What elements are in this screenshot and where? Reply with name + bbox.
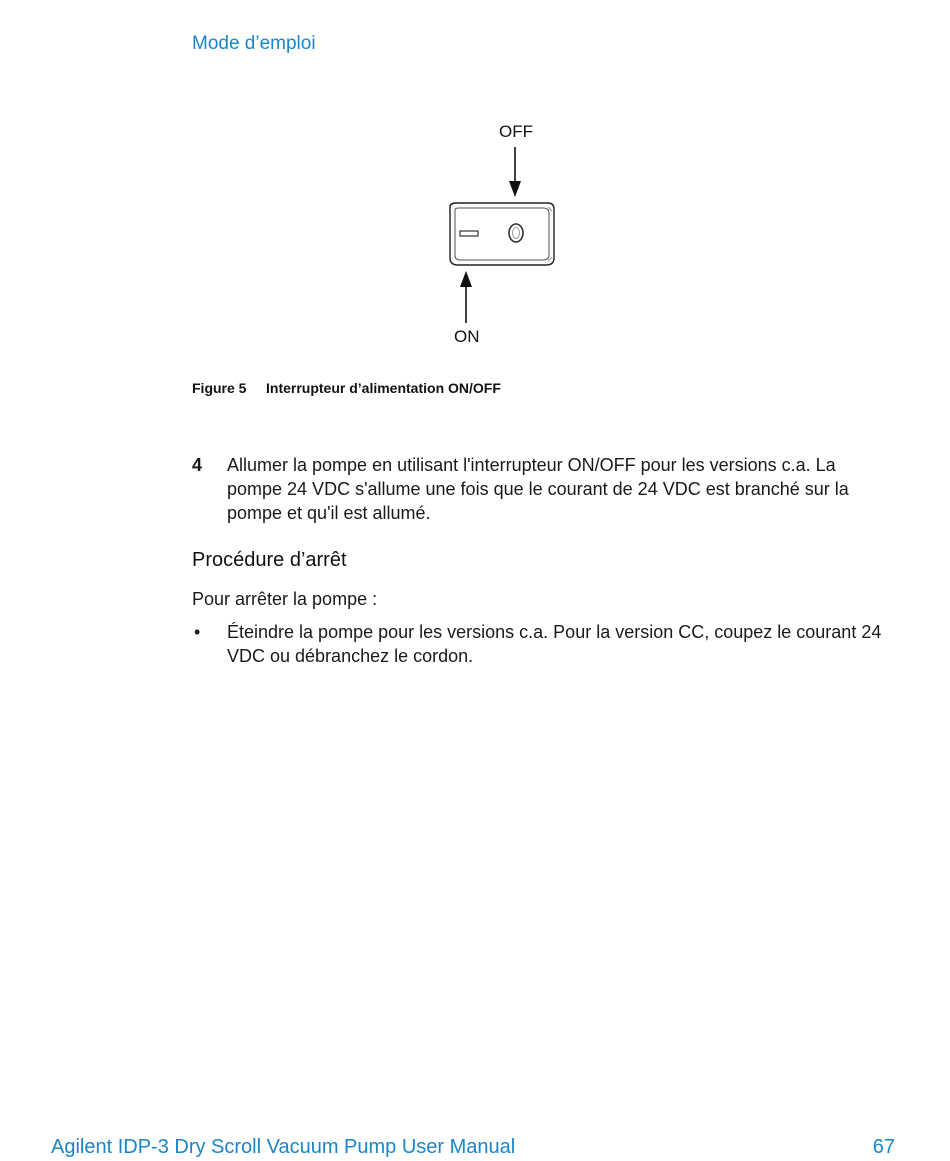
step-number: 4 xyxy=(192,455,203,475)
on-arrow-head xyxy=(460,271,472,287)
bullet-item xyxy=(192,620,892,668)
figure-number: Figure 5 xyxy=(192,380,247,396)
on-symbol-bar xyxy=(460,231,478,236)
off-label: OFF xyxy=(499,122,533,141)
step-item xyxy=(192,453,892,525)
step-text: Allumer la pompe en utilisant l'interrupteur ON/OFF pour les versions c.a. La pompe 24 VDC s'allume une fois que le courant de 24 VDC est branché sur la pompe et qu'il est allumé. xyxy=(227,455,849,523)
off-arrow-head xyxy=(509,181,521,197)
bullet-text: Éteindre la pompe pour les versions c.a. Pour la version CC, coupez le courant 24 VDC ou débranchez le cordon. xyxy=(227,622,882,666)
footer-page-number: 67 xyxy=(872,1136,895,1158)
section-heading: Procédure d’arrêt xyxy=(192,549,347,571)
off-symbol-circle xyxy=(509,224,523,242)
running-header: Mode d’emploi xyxy=(192,33,316,54)
on-label: ON xyxy=(454,327,480,346)
bullet-symbol: • xyxy=(194,622,201,642)
figure-caption xyxy=(192,380,501,396)
figure-caption-text: Interrupteur d’alimentation ON/OFF xyxy=(266,380,501,396)
power-switch-illustration xyxy=(430,115,590,350)
footer-manual-title: Agilent IDP-3 Dry Scroll Vacuum Pump User Manual xyxy=(51,1136,516,1158)
section-intro: Pour arrêter la pompe : xyxy=(192,589,378,609)
